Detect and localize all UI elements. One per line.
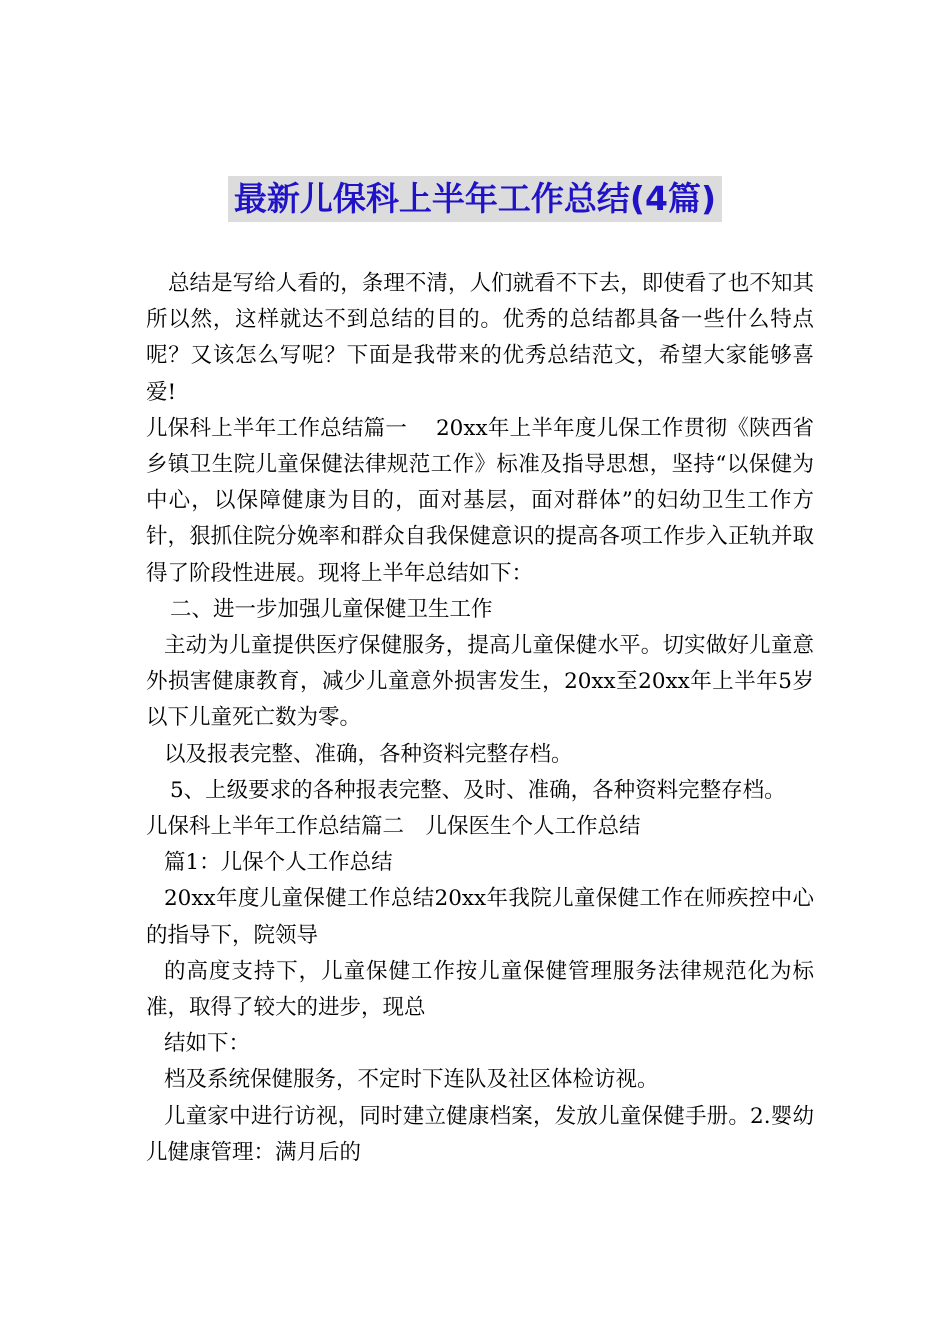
title-container	[0, 176, 950, 222]
document-body	[146, 266, 814, 1171]
section-one-paragraph: 儿保科上半年工作总结篇一 20xx年上半年度儿保工作贯彻《陕西省乡镇卫生院儿童保健法律规范工作》标准及指导思想，坚持“以保健为中心，以保障健康为目的，面对基层，面对群体”的妇幼卫生工作方针，狠抓住院分娩率和群众自我保健意识的提高各项工作步入正轨并取得了阶段性进展。现将上半年总结如下：	[146, 415, 814, 586]
part-one-heading: 篇1：儿保个人工作总结	[164, 850, 393, 876]
document-title: 最新儿保科上半年工作总结(4篇)	[228, 176, 722, 222]
section-two-heading: 儿保科上半年工作总结篇二 儿保医生个人工作总结	[146, 814, 641, 840]
annual-summary-paragraph: 20xx年度儿童保健工作总结20xx年我院儿童保健工作在师疾控中心的指导下，院领导	[146, 886, 814, 948]
summary-lead-paragraph: 结如下：	[164, 1031, 251, 1057]
intro-paragraph: 总结是写给人看的，条理不清，人们就看不下去，即使看了也不知其所以然，这样就达不到总结的目的。优秀的总结都具备一些什么特点呢？又该怎么写呢？下面是我带来的优秀总结范文，希望大家能够喜爱!	[146, 271, 814, 405]
home-visit-paragraph: 儿童家中进行访视，同时建立健康档案，发放儿童保健手册。2.婴幼儿健康管理：满月后的	[146, 1103, 814, 1165]
reports-paragraph: 5、上级要求的各种报表完整、及时、准确，各种资料完整存档。	[170, 777, 786, 803]
child-health-paragraph: 主动为儿童提供医疗保健服务，提高儿童保健水平。切实做好儿童意外损害健康教育，减少儿童意外损害发生，20xx至20xx年上半年5岁以下儿童死亡数为零。	[146, 633, 814, 731]
archive-paragraph: 档及系统保健服务，不定时下连队及社区体检访视。	[164, 1067, 659, 1093]
records-paragraph: 以及报表完整、准确，各种资料完整存档。	[164, 741, 573, 767]
subheading-paragraph: 二、进一步加强儿童保健卫生工作	[170, 596, 493, 622]
support-paragraph: 的高度支持下，儿童保健工作按儿童保健管理服务法律规范化为标准，取得了较大的进步，现总	[146, 958, 814, 1021]
